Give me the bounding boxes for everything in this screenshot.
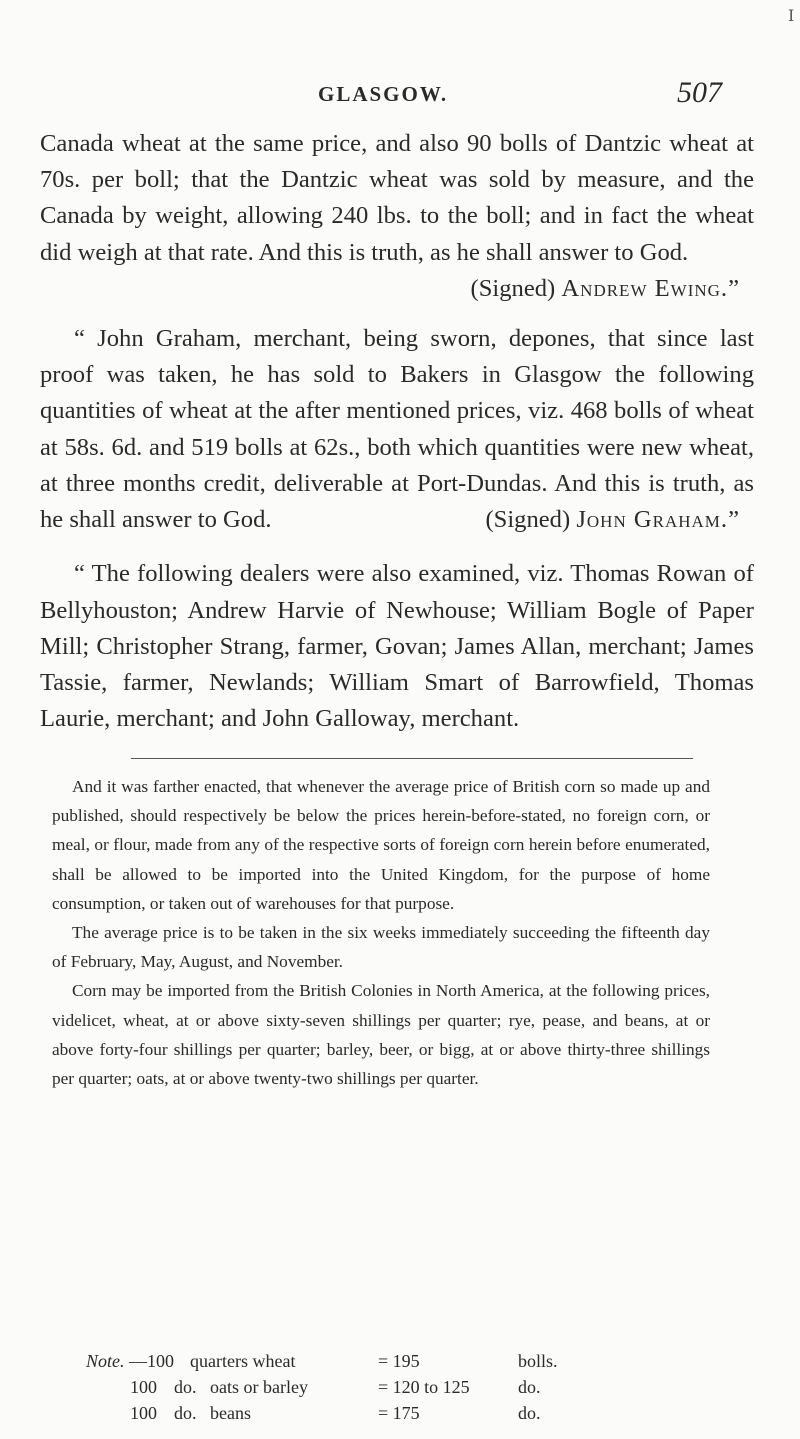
footnote-paragraph-colonies: Corn may be imported from the British Colonies in North America, at the following prices, videlicet, wheat, at or above sixty-seven shillings per quarter; rye, pease, and beans, at or above forty-four shillings per quarter; barley, beer, or bigg, at or above thirty-three shillings per quarter; oats, at or above twenty-two shillings per quarter. [52,981,710,1089]
footnote [52,772,710,1093]
note-unit: do. [518,1377,541,1397]
page-number: 507 [677,76,722,109]
signature-ewing [40,271,754,307]
note-description: do. oats or barley [174,1377,308,1397]
signature-prefix: (Signed) [485,506,571,534]
signature-prefix: (Signed) [470,274,556,302]
paragraph-dealers-examined: “ The following dealers were also examined, viz. Thomas Rowan of Bellyhouston; Andrew Harvie of Newhouse; William Bogle of Paper Mill; Christopher Strang, farmer, Govan; James Allan, merchant; James Tassie, farmer, Newlands; William Smart of Barrowfield, Thomas Laurie, merchant; and John Galloway, merchant. [40,560,754,733]
note-unit: bolls. [518,1351,558,1371]
note-quantity: 100 [130,1403,157,1423]
signature-name: John Graham.” [576,506,740,534]
paragraph-ewing-deposition: Canada wheat at the same price, and also 90 bolls of Dantzic wheat at 70s. per boll; that the Dantzic wheat was sold by measure, and the Canada by weight, allowing 240 lbs. to the boll; and in fact the wheat did weigh at that rate. And this is truth, as he shall answer to God. [40,130,754,266]
note-equivalent: = 195 [378,1351,420,1371]
note-unit: do. [518,1403,541,1423]
paragraph-graham-deposition: “ John Graham, merchant, being sworn, depones, that since last proof was taken, he has sold to Bakers in Glasgow the following quantities of wheat at the after mentioned prices, viz. 468 bolls of wheat at 58s. 6d. and 519 bolls at 62s., both which quantities were new wheat, at three months credit, deliverable at Port-Dundas. And this is truth, as he shall answer to God. [40,325,754,534]
running-head: GLASGOW. [318,82,449,106]
page-header [0,76,800,118]
note-equivalent: = 120 to 125 [378,1377,470,1397]
note-description: do. beans [174,1403,251,1423]
main-text [40,126,754,737]
note-quantity: —100 [129,1351,174,1371]
note-quantity: 100 [130,1377,157,1397]
note-description: quarters wheat [190,1351,296,1371]
footnote-divider [131,758,693,759]
note-equivalent: = 175 [378,1403,420,1423]
note-label: Note. [86,1351,125,1371]
footnote-paragraph-enacted: And it was farther enacted, that whenever the average price of British corn so made up and published, should respectively be below the prices herein-before-stated, no foreign corn, or meal, or flour, made from any of the respective sorts of foreign corn herein before enumerated, shall be allowed to be imported into the United Kingdom, for the purpose of home consumption, or taken out of warehouses for that purpose. [52,777,710,913]
footnote-paragraph-average-price: The average price is to be taken in the six weeks immediately succeeding the fifteenth day of February, May, August, and November. [52,923,710,972]
signature-name: Andrew Ewing.” [561,274,740,302]
corner-mark: I [788,6,795,25]
